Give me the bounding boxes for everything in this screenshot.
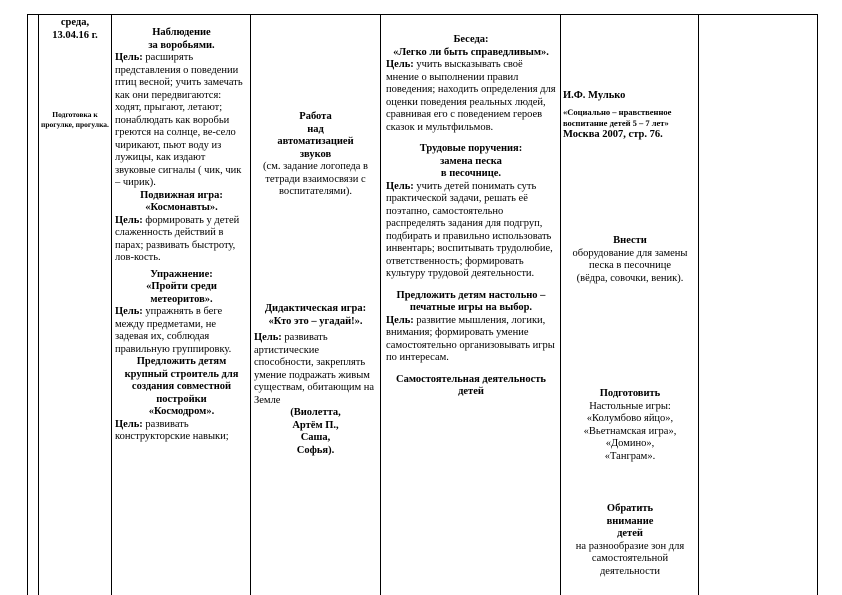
day-cell: [40, 17, 110, 42]
joint-activities-cell: [386, 34, 556, 595]
table-border-left: [27, 14, 28, 595]
column-divider-5: [698, 14, 699, 595]
column-divider-2: [250, 14, 251, 595]
goal-label: Цель:: [254, 332, 282, 343]
child-name-2: Артём П.,: [292, 419, 339, 431]
work-title-2: над: [307, 123, 324, 135]
prepare-game-3: «Домино»,: [605, 438, 655, 449]
prepare-subtitle: Настольные игры:: [589, 400, 671, 412]
labor-subtitle-2: в песочнице.: [440, 168, 502, 179]
goal-label: Цель:: [115, 52, 143, 63]
child-name-3: Саша,: [300, 432, 331, 443]
table-border-right: [817, 14, 818, 595]
prepare-game-1: «Колумбово яйцо»,: [586, 413, 674, 424]
observation-goal: [115, 52, 248, 190]
goal-text: учить высказывать своё мнение о выполнении правил поведения; находить определения для оценки поведения реальных людей, сравнивая его с поведением героев сказок и мультфильмов.: [386, 59, 556, 133]
construction-goal: [115, 419, 248, 444]
bring-item: оборудование для замены песка в песочнице: [572, 247, 688, 271]
goal-label: Цель:: [115, 214, 143, 226]
prepare-game-2: «Вьетнамская игра»,: [583, 425, 677, 437]
work-note: (см. задание логопеда в тетради взаимосвязи с воспитателями).: [263, 161, 368, 197]
game-title: Подвижная игра:: [140, 189, 223, 201]
board-games-goal: [386, 315, 556, 365]
literature-cell: [563, 90, 697, 141]
goal-text: расширять представления о поведении птиц весной; учить замечать как они передвигаются: ходят, прыгают, летают; понаблюдать как воробьи греются на солнце, ве-село чирикают, пьют воду из лужицы, как издают звуковые сигналы ( чик, чик – чирик).: [115, 52, 243, 188]
independent-activity-title: Самостоятельная деятельность детей: [396, 373, 546, 397]
observation-title: Наблюдение: [152, 27, 211, 38]
section-label: [40, 110, 110, 130]
talk-subtitle: «Легко ли быть справедливым».: [393, 46, 549, 58]
environment-prepare-cell: [563, 388, 697, 463]
table-border-left-inner: [38, 14, 39, 595]
child-name-4: Софья).: [296, 444, 335, 456]
talk-title: Беседа:: [453, 34, 489, 45]
goal-label: Цель:: [386, 59, 414, 70]
didactic-title: Дидактическая игра:: [264, 303, 367, 314]
goal-label: Цель:: [386, 180, 414, 192]
exercise-subtitle: «Пройти среди метеоритов».: [146, 281, 217, 305]
individual-work-cell: [254, 111, 377, 199]
prepare-title: Подготовить: [599, 388, 661, 399]
goal-text: формировать у детей слаженность действий в парах; развивать быстроту, лов-кость.: [115, 214, 240, 263]
date-label: 13.04.16 г.: [52, 29, 98, 41]
goal-text: развивать артистические способности, закреплять умение подражать живым существам, обитающим на Земле: [254, 332, 375, 406]
column-divider-4: [560, 14, 561, 595]
didactic-subtitle: «Кто это – угадай!».: [268, 315, 363, 327]
bring-title: Внести: [613, 235, 647, 246]
group-activities-cell: [115, 27, 248, 595]
game-subtitle: «Космонавты».: [145, 202, 218, 213]
attention-title-3: детей: [617, 528, 643, 539]
work-title-3: автоматизацией: [277, 136, 354, 147]
construction-offer: Предложить детям крупный строитель для создания совместной постройки: [124, 356, 239, 405]
attention-title-1: Обратить: [606, 503, 654, 514]
game-goal: [115, 215, 248, 265]
environment-bring-cell: [563, 235, 697, 285]
labor-goal: [386, 181, 556, 281]
work-title-4: звуков: [299, 148, 332, 160]
literature-publisher: Москва 2007, стр. 76.: [563, 128, 663, 140]
goal-label: Цель:: [115, 306, 143, 317]
literature-book: «Социально – нравственное воспитание детей 5 – 7 лет»: [563, 106, 672, 128]
observation-subtitle: за воробьями.: [148, 39, 215, 51]
column-divider-3: [380, 14, 381, 595]
day-label: среда,: [60, 17, 90, 28]
column-divider-1: [111, 14, 112, 595]
labor-subtitle-1: замена песка: [440, 155, 502, 167]
prepare-game-4: «Танграм».: [604, 450, 656, 462]
labor-title: Трудовые поручения:: [419, 143, 523, 154]
construction-title: «Космодром».: [148, 406, 215, 417]
didactic-game-cell: [254, 303, 377, 457]
section-label-text: Подготовка к прогулке, прогулка.: [41, 110, 109, 129]
goal-label: Цель:: [115, 418, 143, 430]
empty-column-cell: [700, 15, 816, 595]
goal-label: Цель:: [386, 314, 414, 326]
bring-tools: (вёдра, совочки, веник).: [576, 272, 684, 284]
talk-goal: [386, 59, 556, 134]
exercise-goal: [115, 306, 248, 356]
attention-title-2: внимание: [606, 515, 654, 527]
board-games-title: Предложить детям настольно – печатные игры на выбор.: [396, 289, 546, 313]
literature-author: И.Ф. Мулько: [563, 90, 626, 101]
goal-text: учить детей понимать суть практической задачи, решать её поэтапно, самостоятельно распределять задания для подгруп, подбирать и правильно использовать инвентарь; воспитывать трудолюбие, ответственность; формировать культуру трудовой деятельности.: [386, 180, 553, 279]
attention-text: на разнообразие зон для самостоятельной деятельности: [575, 540, 685, 577]
goal-text: упражнять в беге между предметами, не задевая их, соблюдая правильную группировку.: [115, 306, 232, 355]
exercise-title: Упражнение:: [150, 268, 213, 280]
work-title-1: Работа: [299, 111, 332, 122]
goal-text: развивать конструкторские навыки;: [115, 418, 229, 442]
environment-attention-cell: [563, 503, 697, 578]
goal-text: развитие мышления, логики, внимания; формировать умение самостоятельно организовывать игры по интересам.: [386, 314, 555, 363]
didactic-goal: [254, 332, 377, 407]
child-name-1: (Виолетта,: [290, 407, 341, 418]
